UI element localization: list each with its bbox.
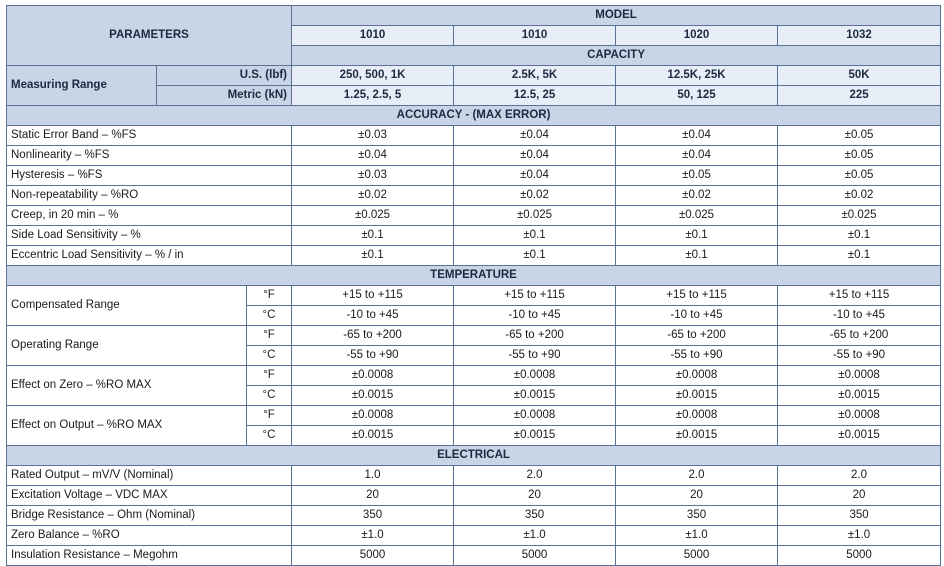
- model-number: 1010: [292, 26, 454, 46]
- parameter-label: Excitation Voltage – VDC MAX: [7, 486, 292, 506]
- parameter-value: ±0.0015: [616, 386, 778, 406]
- header-row-model: [7, 6, 941, 26]
- parameter-value: ±0.05: [616, 166, 778, 186]
- parameter-value: ±0.05: [778, 166, 941, 186]
- parameter-value: -55 to +90: [292, 346, 454, 366]
- electrical-data-row: [7, 506, 941, 526]
- specifications-table: [6, 5, 941, 566]
- parameter-value: +15 to +115: [616, 286, 778, 306]
- unit-label-fahrenheit: °F: [247, 326, 292, 346]
- parameter-value: ±1.0: [454, 526, 616, 546]
- parameter-value: ±0.0015: [292, 426, 454, 446]
- parameter-value: ±0.04: [616, 126, 778, 146]
- accuracy-data-row: [7, 246, 941, 266]
- accuracy-data-row: [7, 166, 941, 186]
- parameter-label: Eccentric Load Sensitivity – % / in: [7, 246, 292, 266]
- parameter-label: Effect on Output – %RO MAX: [7, 406, 247, 446]
- parameter-label: Hysteresis – %FS: [7, 166, 292, 186]
- parameter-label: Creep, in 20 min – %: [7, 206, 292, 226]
- parameter-label: Insulation Resistance – Megohm: [7, 546, 292, 566]
- parameter-value: ±0.1: [778, 226, 941, 246]
- parameter-value: ±0.0008: [616, 366, 778, 386]
- parameter-label: Side Load Sensitivity – %: [7, 226, 292, 246]
- parameter-value: +15 to +115: [454, 286, 616, 306]
- parameters-header: PARAMETERS: [7, 6, 292, 66]
- parameter-value: ±0.04: [454, 166, 616, 186]
- parameter-value: ±0.0015: [616, 426, 778, 446]
- parameter-value: 5000: [454, 546, 616, 566]
- parameter-value: ±0.1: [292, 226, 454, 246]
- unit-label-fahrenheit: °F: [247, 286, 292, 306]
- parameter-value: ±0.0008: [778, 366, 941, 386]
- us-range-value: 2.5K, 5K: [454, 66, 616, 86]
- model-number: 1010: [454, 26, 616, 46]
- parameter-value: ±0.025: [778, 206, 941, 226]
- parameter-label: Non-repeatability – %RO: [7, 186, 292, 206]
- parameter-value: -10 to +45: [778, 306, 941, 326]
- electrical-data-row: [7, 546, 941, 566]
- parameter-value: 20: [292, 486, 454, 506]
- electrical-data-row: [7, 526, 941, 546]
- parameter-value: -55 to +90: [778, 346, 941, 366]
- measuring-range-label: Measuring Range: [7, 66, 157, 106]
- us-range-value: 250, 500, 1K: [292, 66, 454, 86]
- electrical-section-header-row: [7, 446, 941, 466]
- parameter-value: ±0.0008: [454, 406, 616, 426]
- accuracy-data-row: [7, 126, 941, 146]
- parameter-value: ±0.05: [778, 146, 941, 166]
- parameter-value: 20: [778, 486, 941, 506]
- us-range-value: 12.5K, 25K: [616, 66, 778, 86]
- temperature-f-row: [7, 286, 941, 306]
- parameter-value: ±0.025: [616, 206, 778, 226]
- temperature-section-header: TEMPERATURE: [7, 266, 941, 286]
- parameter-value: ±0.0008: [454, 366, 616, 386]
- parameter-value: 350: [616, 506, 778, 526]
- capacity-header: CAPACITY: [292, 46, 941, 66]
- parameter-value: ±0.03: [292, 126, 454, 146]
- parameter-value: ±1.0: [616, 526, 778, 546]
- parameter-value: ±0.0008: [292, 366, 454, 386]
- parameter-value: ±0.1: [616, 246, 778, 266]
- temperature-f-row: [7, 406, 941, 426]
- parameter-label: Rated Output – mV/V (Nominal): [7, 466, 292, 486]
- parameter-value: -65 to +200: [616, 326, 778, 346]
- electrical-data-row: [7, 466, 941, 486]
- parameter-value: ±1.0: [292, 526, 454, 546]
- accuracy-section-header: ACCURACY - (MAX ERROR): [7, 106, 941, 126]
- parameter-value: 20: [454, 486, 616, 506]
- metric-range-value: 12.5, 25: [454, 86, 616, 106]
- parameter-value: 5000: [778, 546, 941, 566]
- parameter-value: 5000: [616, 546, 778, 566]
- parameter-value: ±0.1: [616, 226, 778, 246]
- temperature-f-row: [7, 366, 941, 386]
- electrical-data-row: [7, 486, 941, 506]
- spec-table-container: [6, 5, 940, 566]
- parameter-value: 350: [778, 506, 941, 526]
- parameter-value: ±0.02: [454, 186, 616, 206]
- us-range-value: 50K: [778, 66, 941, 86]
- parameter-value: ±0.1: [454, 246, 616, 266]
- accuracy-data-row: [7, 186, 941, 206]
- parameter-value: ±0.0015: [454, 386, 616, 406]
- parameter-value: ±0.0015: [778, 426, 941, 446]
- metric-range-value: 1.25, 2.5, 5: [292, 86, 454, 106]
- parameter-value: ±0.025: [454, 206, 616, 226]
- parameter-value: ±1.0: [778, 526, 941, 546]
- parameter-label: Operating Range: [7, 326, 247, 366]
- parameter-value: ±0.03: [292, 166, 454, 186]
- parameter-value: 2.0: [778, 466, 941, 486]
- parameter-value: ±0.05: [778, 126, 941, 146]
- parameter-value: ±0.025: [292, 206, 454, 226]
- parameter-value: ±0.0008: [292, 406, 454, 426]
- parameter-value: -10 to +45: [454, 306, 616, 326]
- parameter-value: ±0.02: [616, 186, 778, 206]
- parameter-value: 2.0: [616, 466, 778, 486]
- parameter-value: ±0.04: [292, 146, 454, 166]
- model-header: MODEL: [292, 6, 941, 26]
- parameter-label: Nonlinearity – %FS: [7, 146, 292, 166]
- parameter-value: -65 to +200: [292, 326, 454, 346]
- accuracy-data-row: [7, 146, 941, 166]
- parameter-value: ±0.0015: [454, 426, 616, 446]
- parameter-label: Zero Balance – %RO: [7, 526, 292, 546]
- measuring-range-us-row: [7, 66, 941, 86]
- parameter-value: 1.0: [292, 466, 454, 486]
- parameter-label: Static Error Band – %FS: [7, 126, 292, 146]
- model-number: 1032: [778, 26, 941, 46]
- parameter-value: ±0.04: [616, 146, 778, 166]
- parameter-value: -55 to +90: [616, 346, 778, 366]
- temperature-section-header-row: [7, 266, 941, 286]
- unit-label-celsius: °C: [247, 386, 292, 406]
- unit-label-fahrenheit: °F: [247, 406, 292, 426]
- model-number: 1020: [616, 26, 778, 46]
- unit-label-celsius: °C: [247, 306, 292, 326]
- parameter-label: Compensated Range: [7, 286, 247, 326]
- parameter-value: ±0.0015: [292, 386, 454, 406]
- parameter-value: ±0.1: [454, 226, 616, 246]
- metric-range-value: 50, 125: [616, 86, 778, 106]
- metric-range-value: 225: [778, 86, 941, 106]
- parameter-value: -10 to +45: [292, 306, 454, 326]
- accuracy-data-row: [7, 226, 941, 246]
- unit-label-celsius: °C: [247, 346, 292, 366]
- parameter-value: 5000: [292, 546, 454, 566]
- parameter-value: ±0.1: [292, 246, 454, 266]
- parameter-value: -55 to +90: [454, 346, 616, 366]
- parameter-value: 2.0: [454, 466, 616, 486]
- unit-label-celsius: °C: [247, 426, 292, 446]
- parameter-value: -65 to +200: [454, 326, 616, 346]
- parameter-value: +15 to +115: [292, 286, 454, 306]
- temperature-f-row: [7, 326, 941, 346]
- unit-label-fahrenheit: °F: [247, 366, 292, 386]
- parameter-value: ±0.04: [454, 146, 616, 166]
- accuracy-data-row: [7, 206, 941, 226]
- parameter-value: ±0.1: [778, 246, 941, 266]
- parameter-value: -10 to +45: [616, 306, 778, 326]
- parameter-label: Effect on Zero – %RO MAX: [7, 366, 247, 406]
- parameter-value: 20: [616, 486, 778, 506]
- accuracy-section-header-row: [7, 106, 941, 126]
- electrical-section-header: ELECTRICAL: [7, 446, 941, 466]
- parameter-value: ±0.04: [454, 126, 616, 146]
- parameter-value: ±0.0015: [778, 386, 941, 406]
- us-unit-label: U.S. (lbf): [157, 66, 292, 86]
- parameter-value: ±0.02: [292, 186, 454, 206]
- parameter-value: 350: [292, 506, 454, 526]
- parameter-value: -65 to +200: [778, 326, 941, 346]
- parameter-value: 350: [454, 506, 616, 526]
- parameter-value: ±0.02: [778, 186, 941, 206]
- parameter-value: ±0.0008: [616, 406, 778, 426]
- parameter-label: Bridge Resistance – Ohm (Nominal): [7, 506, 292, 526]
- parameter-value: +15 to +115: [778, 286, 941, 306]
- metric-unit-label: Metric (kN): [157, 86, 292, 106]
- parameter-value: ±0.0008: [778, 406, 941, 426]
